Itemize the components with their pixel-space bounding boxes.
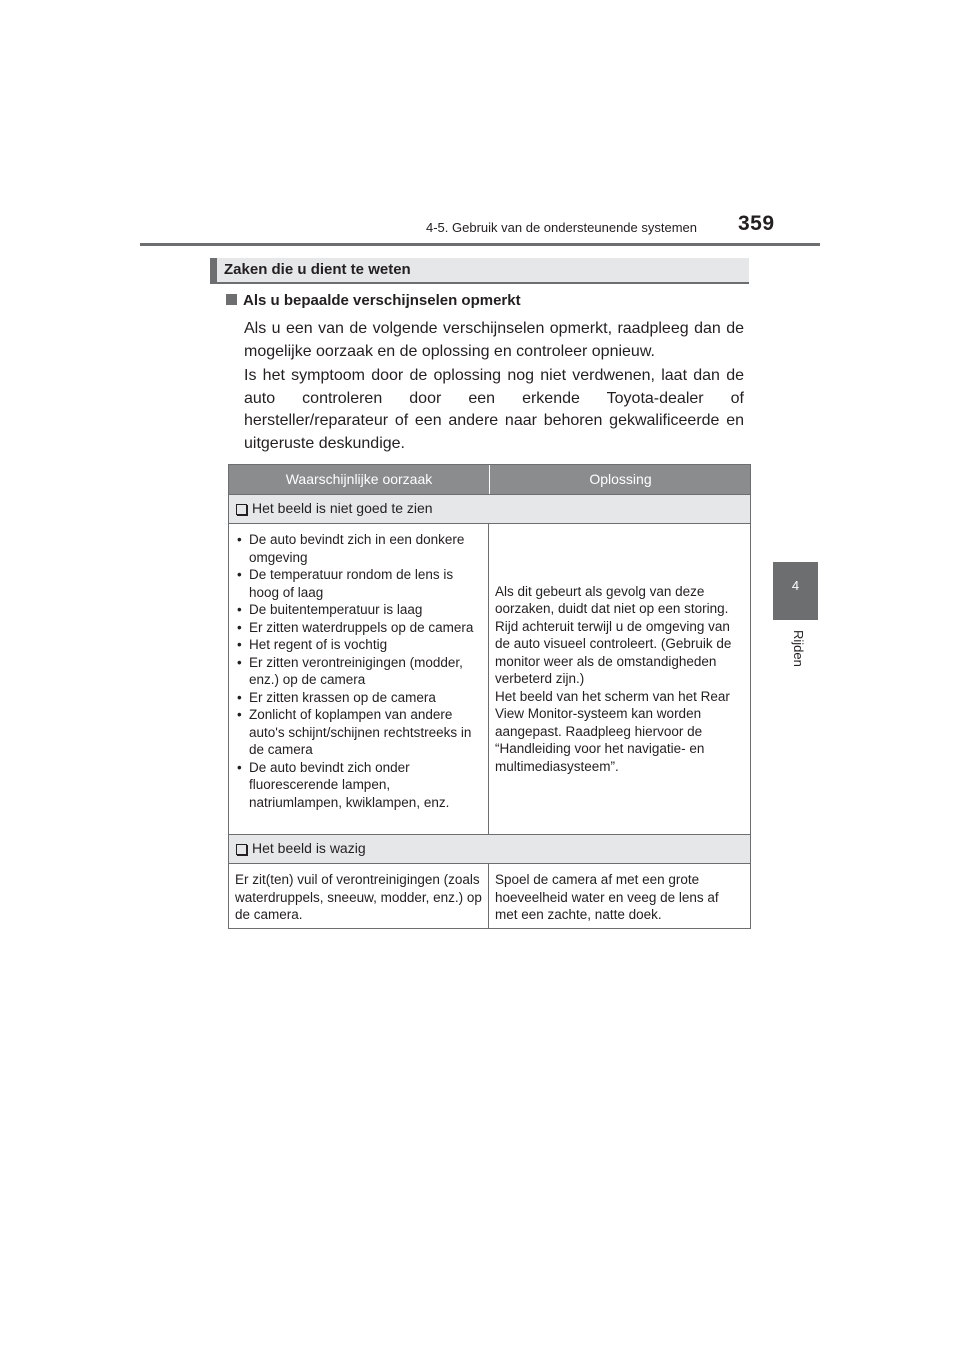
list-item: • Er zitten krassen op de camera: [235, 689, 482, 707]
list-item: • De auto bevindt zich in een donkere omgeving: [235, 531, 482, 566]
solution-cell: [489, 524, 750, 834]
page-number: 359: [738, 212, 775, 235]
notice-bar: [210, 258, 749, 284]
notice-bar-marker: [210, 258, 217, 284]
checkbox-icon: [236, 504, 247, 515]
chapter-tab-label: [784, 630, 808, 690]
group-title: Het beeld is wazig: [252, 840, 366, 857]
list-item: • Het regent of is vochtig: [235, 636, 482, 654]
header-rule: [140, 243, 820, 246]
table-row: [229, 863, 750, 928]
notice-title: Zaken die u dient te weten: [224, 261, 411, 278]
chapter-label-text: Rijden: [791, 630, 806, 667]
table-group-row: [229, 494, 750, 523]
solution-text: Als dit gebeurt als gevolg van deze oorzaken, duidt dat niet op een storing. Rijd achteruit terwijl u de omgeving van de auto visueel controleert. (Gebruik de monitor weer als de omstandigheden verbeterd zijn.) Het beeld van het scherm van het Rear View Monitor-systeem kan worden aangepast. Raadpleeg hiervoor de “Handleiding voor het navigatie- en multimediasysteem”.: [495, 583, 732, 774]
cause-list: [235, 531, 482, 811]
table-header: [229, 465, 750, 494]
list-item: • Er zitten verontreinigingen (modder, enz.) op de camera: [235, 654, 482, 689]
square-bullet-icon: [226, 294, 237, 305]
running-header: 4-5. Gebruik van de ondersteunende systemen: [426, 220, 698, 235]
chapter-tab-number: 4: [791, 578, 800, 593]
section-heading: [226, 292, 521, 309]
list-item: • De temperatuur rondom de lens is hoog of laag: [235, 566, 482, 601]
list-item: • De buitentemperatuur is laag: [235, 601, 482, 619]
list-item: • Er zitten waterdruppels op de camera: [235, 619, 482, 637]
paragraph-intro: Als u een van de volgende verschijnselen opmerkt, raadpleeg dan de mogelijke oorzaak en de oplossing en controleer opnieuw.: [244, 320, 744, 360]
troubleshooting-table: [228, 464, 751, 929]
list-item: • Zonlicht of koplampen van andere auto's schijnt/schijnen rechtstreeks in de camera: [235, 706, 482, 759]
column-header-cause: Waarschijnlijke oorzaak: [229, 465, 490, 494]
section-heading-text: Als u bepaalde verschijnselen opmerkt: [243, 292, 521, 309]
table-group-row: [229, 834, 750, 863]
list-item: • De auto bevindt zich onder fluorescerende lampen, natriumlampen, kwiklampen, enz.: [235, 759, 482, 812]
paragraph-dealer: Is het symptoom door de oplossing nog niet verdwenen, laat dan de auto controleren door een erkende Toyota-dealer of hersteller/reparateur of een andere naar behoren gekwalificeerde en uitgeruste deskundige.: [244, 367, 744, 452]
cause-cell: [229, 524, 489, 834]
table-row: [229, 523, 750, 834]
solution-cell: Spoel de camera af met een grote hoeveelheid water en veeg de lens af met een zachte, natte doek.: [495, 872, 719, 922]
checkbox-icon: [236, 844, 247, 855]
cause-cell: Er zit(ten) vuil of verontreinigingen (zoals waterdruppels, sneeuw, modder, enz.) op de camera.: [229, 864, 489, 928]
column-header-solution: Oplossing: [589, 470, 652, 487]
group-title: Het beeld is niet goed te zien: [252, 500, 433, 517]
